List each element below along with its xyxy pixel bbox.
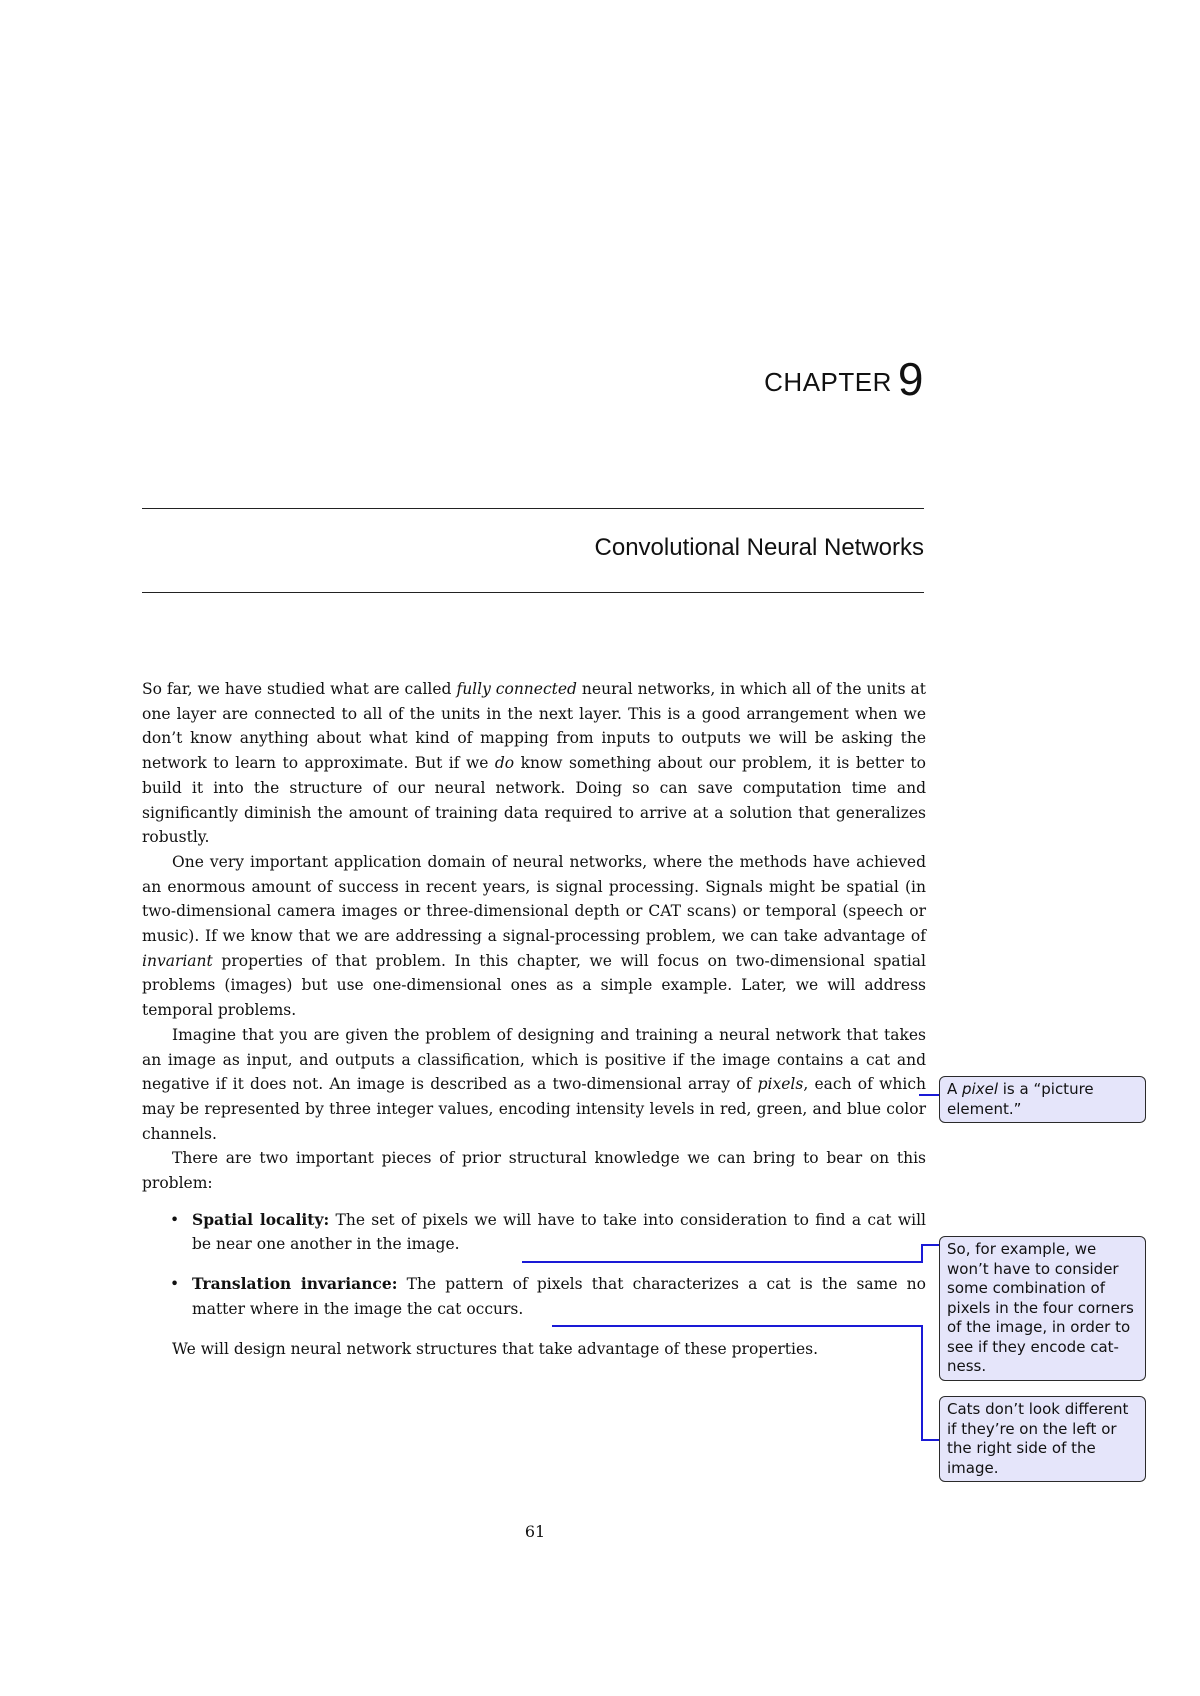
emphasis-fully-connected: fully connected bbox=[456, 680, 577, 698]
text-run: Imagine that you are given the problem of designing and training a neural network that takes an image as input, and outputs a classification, which is positive if the image contains a cat and negative if it does not. An image is described as a two-dimensional array of bbox=[142, 1025, 926, 1094]
text-run: , each of which may be represented by three integer values, encoding intensity levels in red, green, and blue color channels. bbox=[142, 1075, 926, 1143]
text-run: One very important application domain of neural networks, where the methods have achieved an enormous amount of success in recent years, is signal processing. Signals might be spatial (in two-dimensional camera images or three-dimensional depth or CAT scans) or temporal (speech or music). If we know that we are addressing a signal-processing problem, we can take advantage of bbox=[142, 852, 926, 946]
chapter-label-text: CHAPTER bbox=[764, 367, 892, 397]
bullet-term: Spatial locality: bbox=[192, 1209, 330, 1229]
connector-translation bbox=[552, 1326, 939, 1440]
text-run: know something about our problem, it is better to build it into the structure of our neural network. Doing so can save computation time and significantly diminish the amount of training data required to arrive at a solution that generalizes robustly. bbox=[142, 754, 926, 847]
emphasis-do: do bbox=[494, 754, 515, 773]
text-run: neural networks, in which all of the units at one layer are connected to all of the units in the next layer. This is a good arrangement when we don’t know anything about what kind of mapping from inputs to outputs we will be asking the network to learn to approximate. But if we bbox=[142, 680, 927, 773]
connector-locality bbox=[522, 1245, 939, 1262]
note-text: A bbox=[947, 1080, 963, 1098]
sidenote-pixel bbox=[939, 1076, 1146, 1123]
page-number: 61 bbox=[524, 1522, 546, 1541]
sidenote-spatial-locality: So, for example, we won’t have to consider some combination of pixels in the four corners of the image, in order to see if they encode cat-ness. bbox=[939, 1236, 1146, 1381]
closing-paragraph: We will design neural network structures that take advantage of these properties. bbox=[172, 1339, 819, 1358]
bullet-text: The pattern of pixels that characterizes a cat is the same no matter where in the image the cat occurs. bbox=[192, 1275, 926, 1318]
sidenote-translation-invariance: Cats don’t look different if they’re on the left or the right side of the image. bbox=[939, 1396, 1146, 1482]
chapter-title: Convolutional Neural Networks bbox=[594, 534, 924, 561]
text-run: properties of that problem. In this chapter, we will focus on two-dimensional spatial problems (images) but use one-dimensional ones as a simple example. Later, we will address temporal problems. bbox=[142, 951, 926, 1020]
emphasis-pixels: pixels bbox=[757, 1075, 804, 1094]
note-text: is a “picture element.” bbox=[947, 1080, 1094, 1118]
emphasis-invariant: invariant bbox=[142, 951, 213, 970]
text-run: So far, we have studied what are called bbox=[142, 680, 457, 698]
note-term: pixel bbox=[962, 1080, 998, 1098]
bullet-marker: • bbox=[170, 1210, 180, 1229]
paragraph-4: There are two important pieces of prior structural knowledge we can bring to bear on this problem: bbox=[142, 1149, 926, 1193]
bullet-marker: • bbox=[170, 1275, 180, 1294]
chapter-number: 9 bbox=[897, 353, 924, 405]
bullet-term: Translation invariance: bbox=[192, 1274, 398, 1294]
bullet-text: The set of pixels we will have to take into consideration to find a cat will be near one another in the image. bbox=[192, 1210, 926, 1254]
